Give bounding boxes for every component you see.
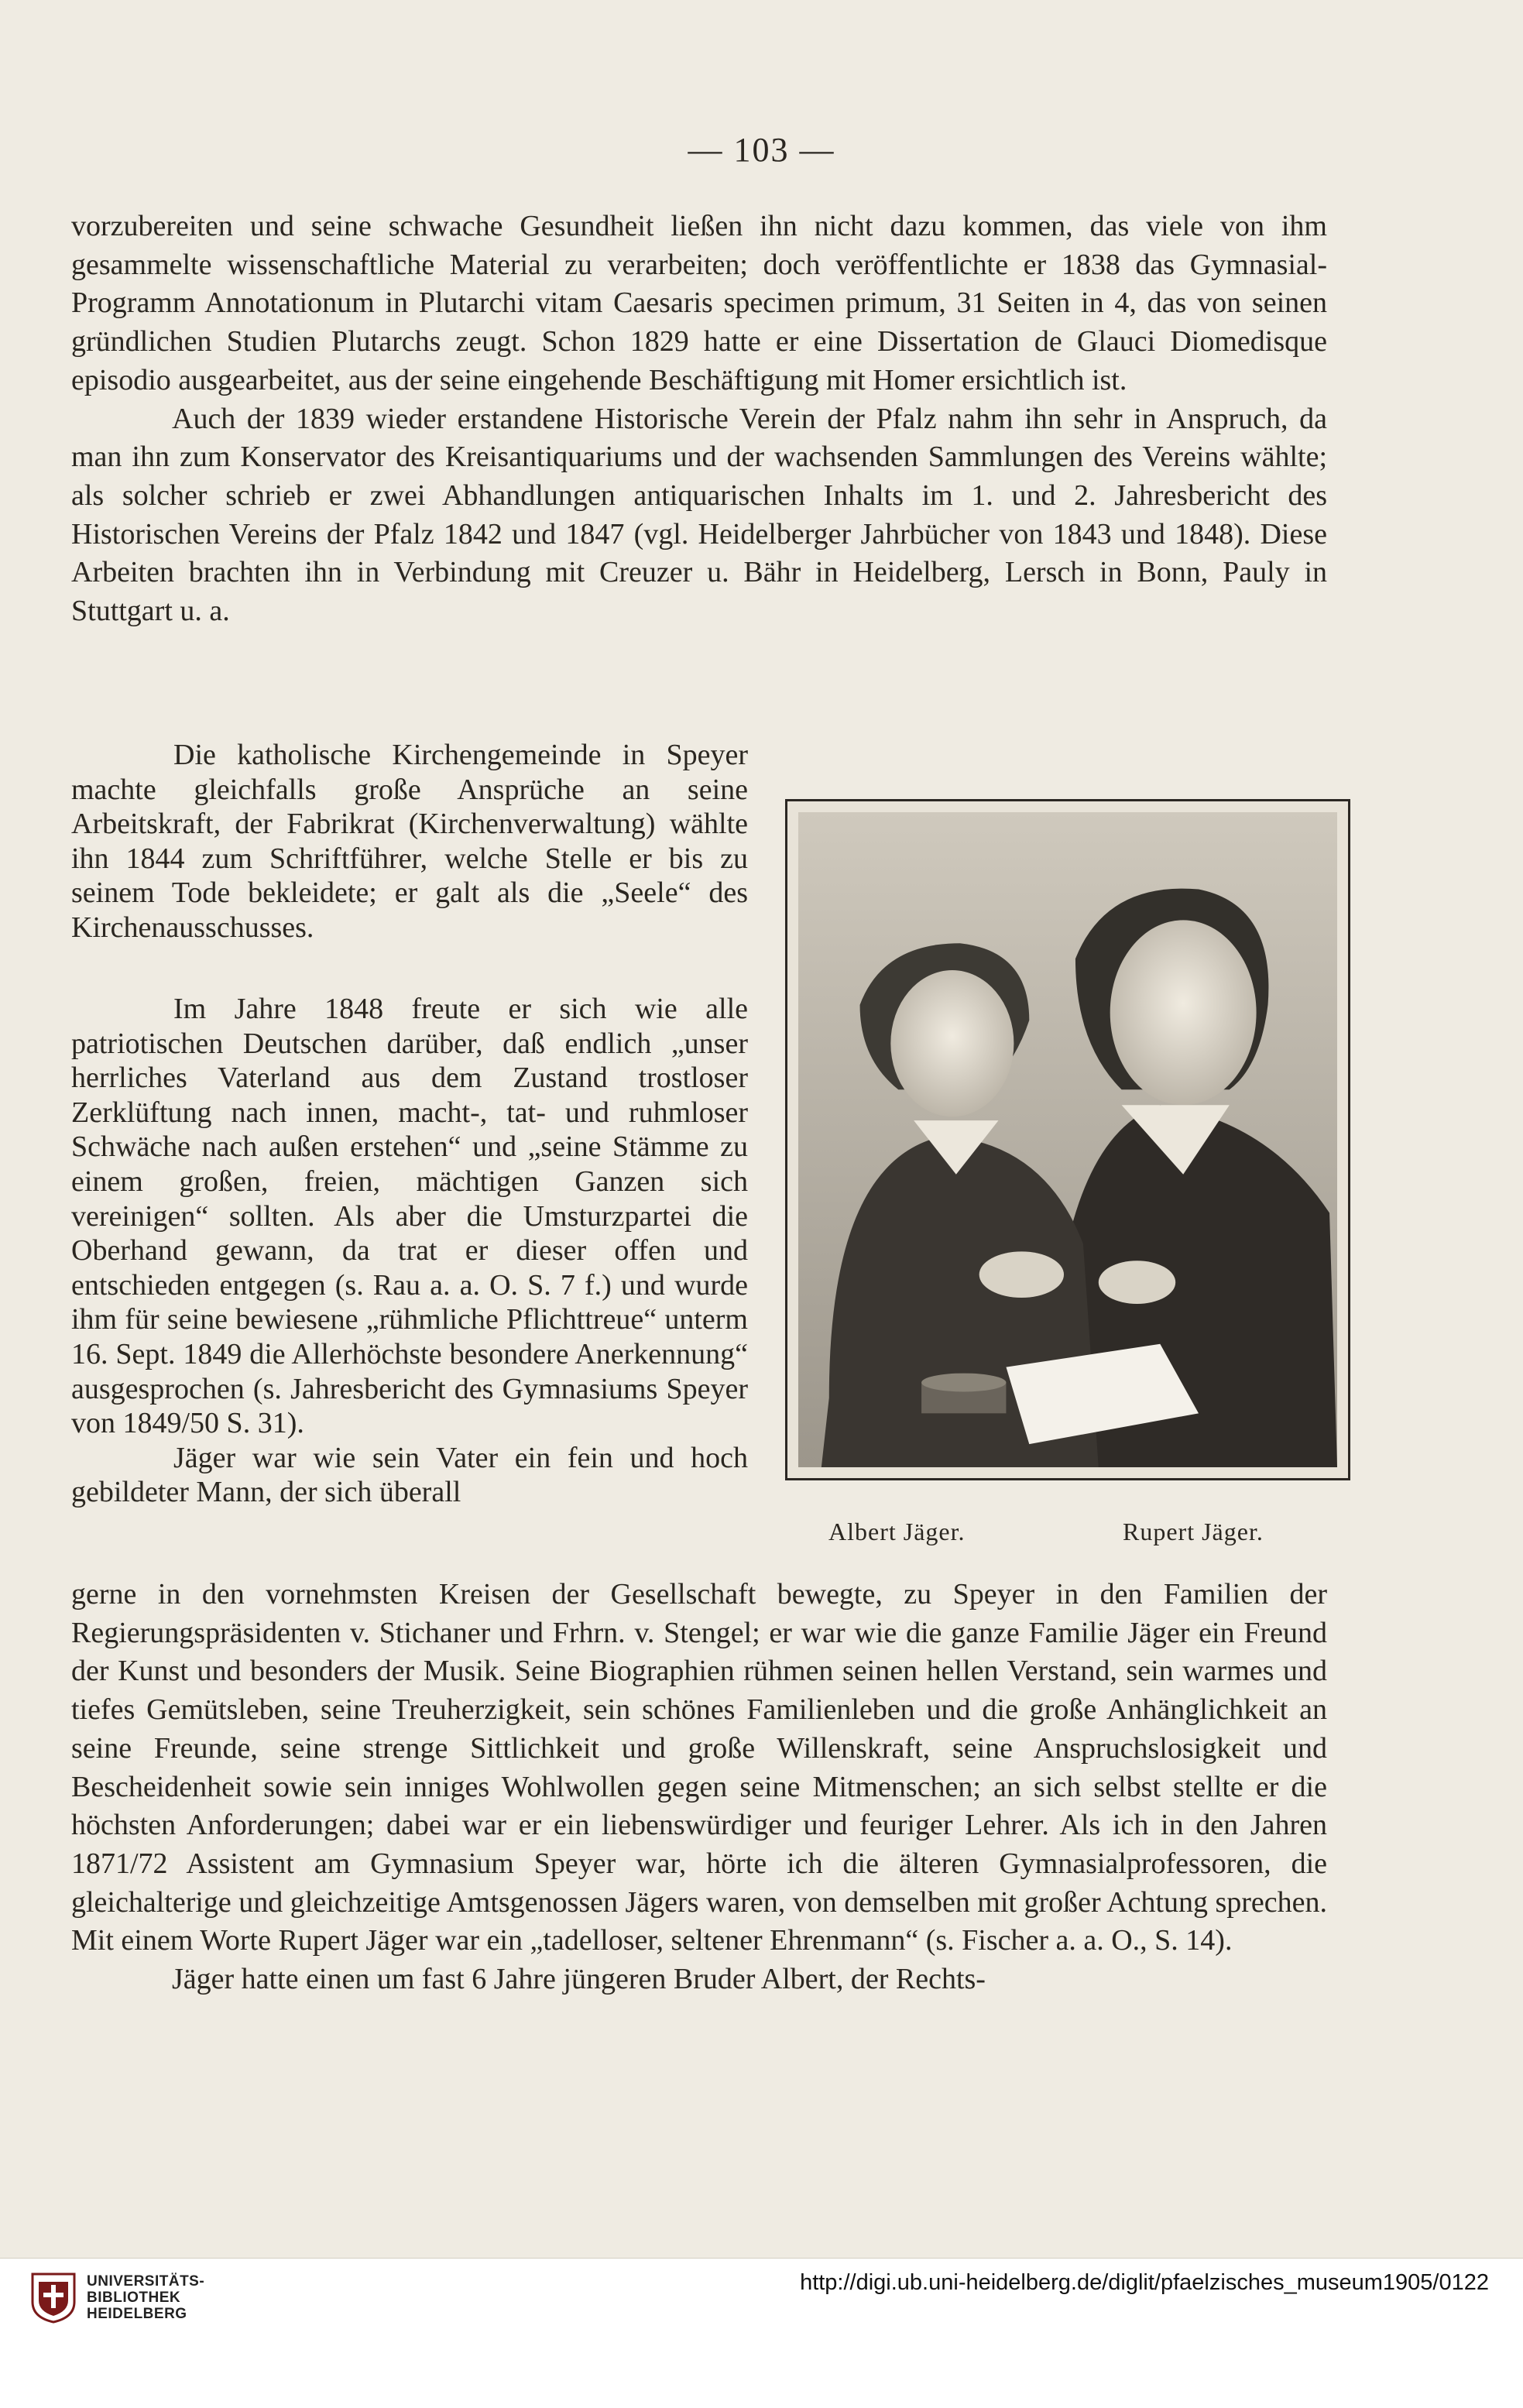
university-seal-icon	[29, 2271, 77, 2324]
portrait-photo	[785, 799, 1350, 1480]
column-text-top	[71, 738, 748, 945]
main-text-bottom	[71, 1576, 1327, 1999]
paragraph: Im Jahre 1848 freute er sich wie alle patriotischen Deutschen darüber, daß endlich „unser herrliches Vaterland aus dem Zustand trostloser Zerklüftung nach innen, macht-, tat- und ruhmloser Schwäche nach außen erstehen“ und „seine Stämme zu einem großen, freien, mächtigen Ganzen sich vereinigen“ sollten. Als aber die Umsturzpartei die Oberhand gewann, da trat er dieser offen und entschieden entgegen (s. Rau a. a. O. S. 7 f.) und wurde ihm für seine bewiesene „rühmliche Pflichttreue“ unterm 16. Sept. 1849 die Allerhöchste besondere Anerkennung“ ausgesprochen (s. Jahresbericht des Gymnasiums Speyer von 1849/50 S. 31).	[71, 993, 748, 1440]
column-text-bottom	[71, 992, 748, 1510]
caption-rupert: Rupert Jäger.	[1123, 1518, 1264, 1545]
paragraph: Die katholische Kirchengemeinde in Speyer machte gleichfalls große Ansprüche an seine Arbeitskraft, der Fabrikrat (Kirchenverwaltung) wählte ihn 1844 zum Schriftführer, welche Stelle er bis zu seinem Tode bekleidete; er galt als die „Seele“ des Kirchenausschusses.	[71, 739, 748, 944]
paragraph: Jäger war wie sein Vater ein fein und hoch gebildeter Mann, der sich überall	[71, 1441, 748, 1509]
paragraph: gerne in den vornehmsten Kreisen der Gesellschaft bewegte, zu Speyer in den Familien der Regierungspräsidenten v. Stichaner und Frhrn. v. Stengel; er war wie die ganze Familie Jäger ein Freund der Kunst und besonders der Musik. Seine Biographien rühmen seinen hellen Verstand, sein warmes und tiefes Gemütsleben, seine Treuherzigkeit, sein schönes Familienleben und die große Anhänglichkeit an seine Freunde, seine strenge Sittlichkeit und große Willenskraft, seine Anspruchslosigkeit und Bescheidenheit sowie sein inniges Wohlwollen gegen seine Mitmenschen; an sich selbst stellte er die höchsten Anforderungen; dabei war er ein liebenswürdiger und feuriger Lehrer. Als ich in den Jahren 1871/72 Assistent am Gymnasium Speyer war, hörte ich die älteren Gymnasialprofessoren, die gleichalterige und gleichzeitige Amtsgenossen Jägers waren, von demselben mit großer Achtung sprechen. Mit einem Worte Rupert Jäger war ein „tadelloser, seltener Ehrenmann“ (s. Fischer a. a. O., S. 14).	[71, 1578, 1327, 1957]
paragraph: vorzubereiten und seine schwache Gesundheit ließen ihn nicht dazu kommen, das viele von ihm gesammelte wissenschaftliche Material zu verarbeiten; doch veröffentlichte er 1838 das Gymnasial-Programm Annotationum in Plutarchi vitam Caesaris specimen primum, 31 Seiten in 4, das von seinen gründlichen Studien Plutarchs zeugt. Schon 1829 hatte er eine Dissertation de Glauci Diomedisque episodio ausgearbeitet, aus der seine eingehende Beschäftigung mit Homer ersichtlich ist.	[71, 210, 1327, 396]
paragraph: Auch der 1839 wieder erstandene Historische Verein der Pfalz nahm ihn sehr in Anspruch, da man ihn zum Konservator des Kreisantiquariums und der wachsenden Sammlungen des Vereins wählte; als solcher schrieb er zwei Abhandlungen antiquarischen Inhalts im 1. und 2. Jahresbericht des Historischen Vereins der Pfalz 1842 und 1847 (vgl. Heidelberger Jahrbücher von 1843 und 1848). Diese Arbeiten brachten ihn in Verbindung mit Creuzer u. Bähr in Heidelberg, Lersch in Bonn, Pauly in Stuttgart u. a.	[71, 402, 1327, 628]
source-url-link[interactable]: http://digi.ub.uni-heidelberg.de/diglit/pfaelzisches_museum1905/0122	[800, 2270, 1489, 2295]
page-number: — 103 —	[688, 131, 835, 169]
library-name	[87, 2273, 204, 2322]
library-line: UNIVERSITÄTS-	[87, 2273, 205, 2290]
paragraph: Jäger hatte einen um fast 6 Jahre jüngeren Bruder Albert, der Rechts-	[172, 1963, 986, 1996]
double-portrait-image	[798, 812, 1337, 1467]
library-line: HEIDELBERG	[87, 2306, 187, 2322]
caption-albert: Albert Jäger.	[828, 1518, 966, 1545]
library-line: BIBLIOTHEK	[87, 2290, 181, 2306]
main-text-top	[71, 208, 1327, 631]
